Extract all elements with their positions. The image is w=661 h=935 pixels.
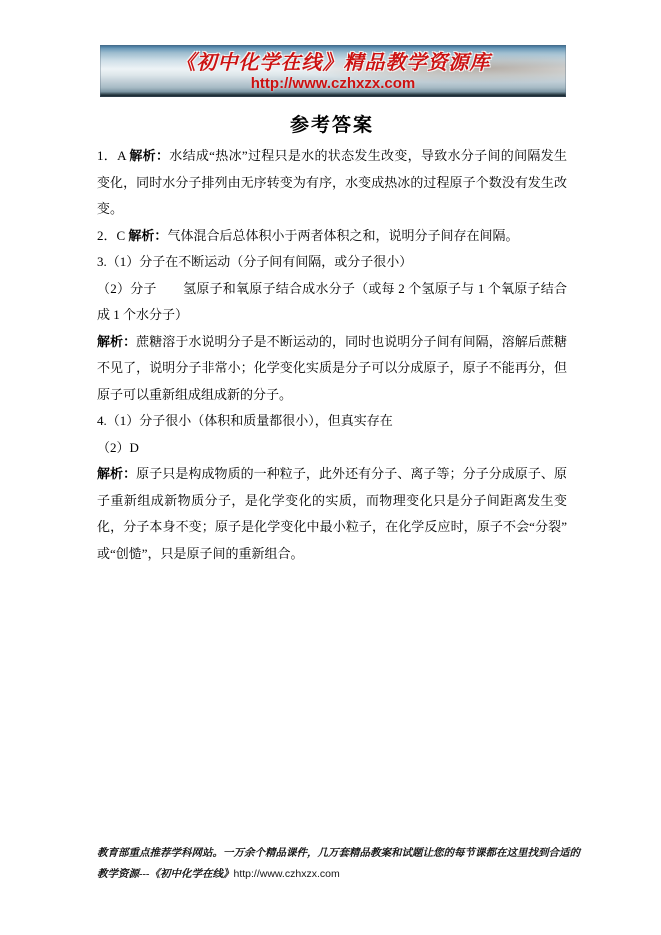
answer-text: 3.（1）分子在不断运动（分子间有间隔，或分子很小） <box>97 254 413 269</box>
answer-paragraph-2 <box>97 223 567 250</box>
answer-text: 4.（1）分子很小（体积和质量都很小），但真实存在 <box>97 413 393 428</box>
analysis-label: 解析： <box>128 227 168 243</box>
answer-text: 原子只是构成物质的一种粒子，此外还有分子、离子等；分子分成原子、原子重新组成新物质分子，是化学变化的实质，而物理变化只是分子间距离发生变化，分子本身不变；原子是化学变化中最小粒子，在化学反应时，原子不会“分裂” 或“创慥”，只是原子间的重新组合。 <box>97 466 567 561</box>
analysis-label: 解析： <box>97 333 137 349</box>
answer-text: （2）D <box>97 439 139 455</box>
answers-title: 参考答案 <box>289 115 374 136</box>
answer-text: 水结成“热冰”过程只是水的状态发生改变，导致水分子间的间隔发生变化，同时水分子排列由无序转变为有序，水变成热冰的过程原子个数没有发生改变。 <box>97 148 567 216</box>
banner-site-title: 《初中化学在线》精品教学资源库 <box>175 52 491 74</box>
answer-paragraph-8 <box>97 461 567 567</box>
analysis-label: 解析： <box>129 148 170 163</box>
footer-promo-line: 教育部重点推荐学科网站。一万余个精品课件，几万套精品教案和试题让您的每节课都在这里找到合适的 <box>97 848 580 859</box>
answers-body <box>97 143 567 567</box>
answer-number: 1．A <box>97 148 130 163</box>
answer-text: （2）分子 氢原子和氧原子结合成水分子（或每 2 个氢原子与 1 个氧原子结合成 1 个水分子） <box>97 280 567 322</box>
answer-paragraph-6 <box>97 408 567 435</box>
site-banner-image <box>100 45 566 97</box>
footer-source-text: 教学资源---《初中化学在线》 <box>97 869 234 880</box>
footer-source-line <box>97 864 575 885</box>
answer-paragraph-1 <box>97 143 567 223</box>
answer-text: 气体混合后总体积小于两者体积之和，说明分子间存在间隔。 <box>167 227 519 243</box>
answer-number: 2．C <box>97 227 129 243</box>
answer-text: 蔗糖溶于水说明分子是不断运动的，同时也说明分子间有间隔，溶解后蔗糖不见了，说明分子非常小；化学变化实质是分子可以分成原子，原子不能再分，但原子可以重新组成组成新的分子。 <box>97 333 567 402</box>
answer-paragraph-4 <box>97 276 567 329</box>
footer <box>97 843 580 885</box>
footer-url: http://www.czhxzx.com <box>233 868 340 880</box>
analysis-label: 解析： <box>97 466 137 481</box>
banner-site-url: http://www.czhxzx.com <box>250 75 416 92</box>
answer-paragraph-5 <box>97 329 567 409</box>
answer-paragraph-7 <box>97 435 567 462</box>
answer-paragraph-3 <box>97 249 567 276</box>
